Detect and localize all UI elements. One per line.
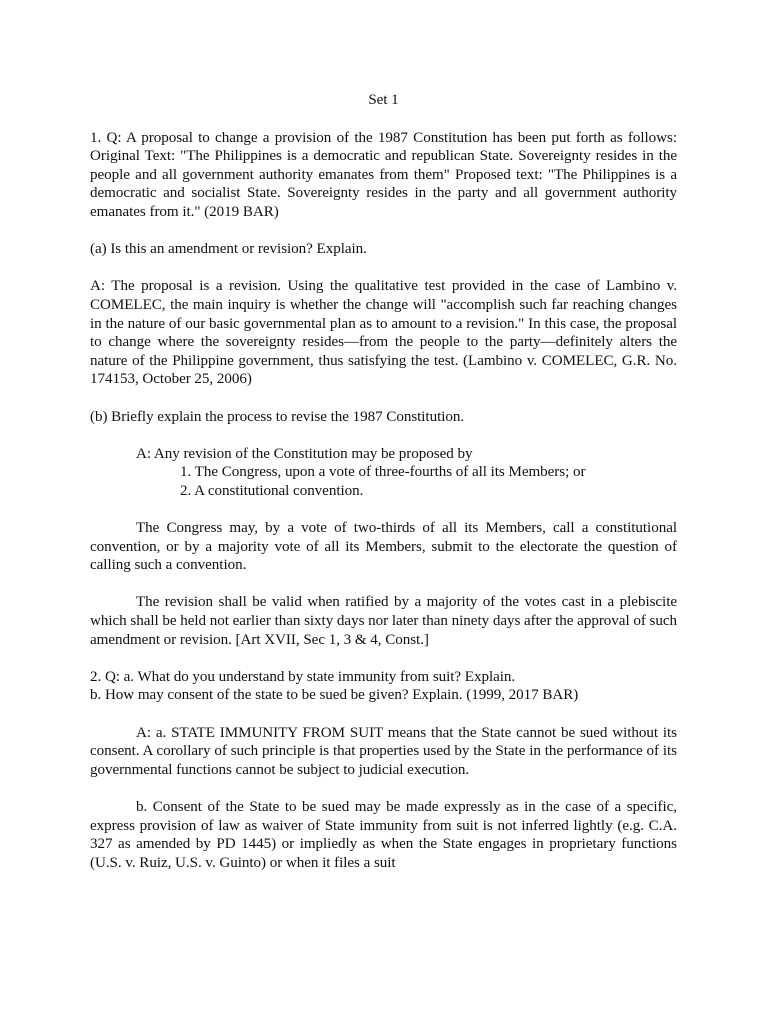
q2-answer-a: A: a. STATE IMMUNITY FROM SUIT means that the State cannot be sued without its consent. A corollary of such principle is that properties used by the State in the performance of its governmental functions cannot be subject to judicial execution. — [90, 724, 677, 778]
list-item: 1. The Congress, upon a vote of three-fourths of all its Members; or — [180, 464, 586, 481]
q2-question-b: b. How may consent of the state to be sued be given? Explain. (1999, 2017 BAR) — [90, 687, 579, 704]
q1-answer-b-paragraph-2: The Congress may, by a vote of two-thirds of all its Members, call a constitutional convention, or by a majority vote of all its Members, submit to the electorate the question of calling such a convention. — [90, 520, 677, 574]
page-title: Set 1 — [368, 92, 399, 108]
list-item: 2. A constitutional convention. — [180, 482, 364, 499]
q1-answer-a: A: The proposal is a revision. Using the qualitative test provided in the case of Lambino v. COMELEC, the main inquiry is whether the change will "accomplish such far reaching changes in the nature of our basic governmental plan as to amount to a revision." In this case, the proposal to change where the sovereignty resides—from the people to the party—definitely alters the nature of the Philippine government, thus satisfying the test. (Lambino v. COMELEC, G.R. No. 174153, October 25, 2006) — [90, 278, 677, 388]
q2-answer-b: b. Consent of the State to be sued may be made expressly as in the case of a specific, express provision of law as waiver of State immunity from suit is not inferred lightly (e.g. C.A. 327 as amended by PD 1445) or impliedly as when the State engages in proprietary functions (U.S. v. Ruiz, U.S. v. Guinto) or when it files a suit — [90, 798, 677, 871]
q2-question-a: 2. Q: a. What do you understand by state immunity from suit? Explain. — [90, 668, 516, 685]
q1-answer-b-paragraph-3: The revision shall be valid when ratified by a majority of the votes cast in a plebiscite which shall be held not earlier than sixty days nor later than ninety days after the approval of such amendment or revision. [Art XVII, Sec 1, 3 & 4, Const.] — [90, 594, 677, 648]
q1-part-b: (b) Briefly explain the process to revise the 1987 Constitution. — [90, 408, 465, 425]
q2-question-block — [90, 668, 677, 705]
q1-answer-b-intro: A: Any revision of the Constitution may be proposed by — [136, 445, 473, 462]
q1-part-a: (a) Is this an amendment or revision? Explain. — [90, 241, 367, 258]
q1-answer-b-list — [90, 445, 677, 501]
document-page — [90, 91, 677, 891]
q1-question: 1. Q: A proposal to change a provision of the 1987 Constitution has been put forth as follows: Original Text: "The Philippines is a democratic and republican State. Sovereignty resides in the people and all government authority emanates from them" Proposed text: "The Philippines is a democratic and socialist State. Sovereignty resides in the party and all government authority emanates from it." (2019 BAR) — [90, 129, 677, 220]
